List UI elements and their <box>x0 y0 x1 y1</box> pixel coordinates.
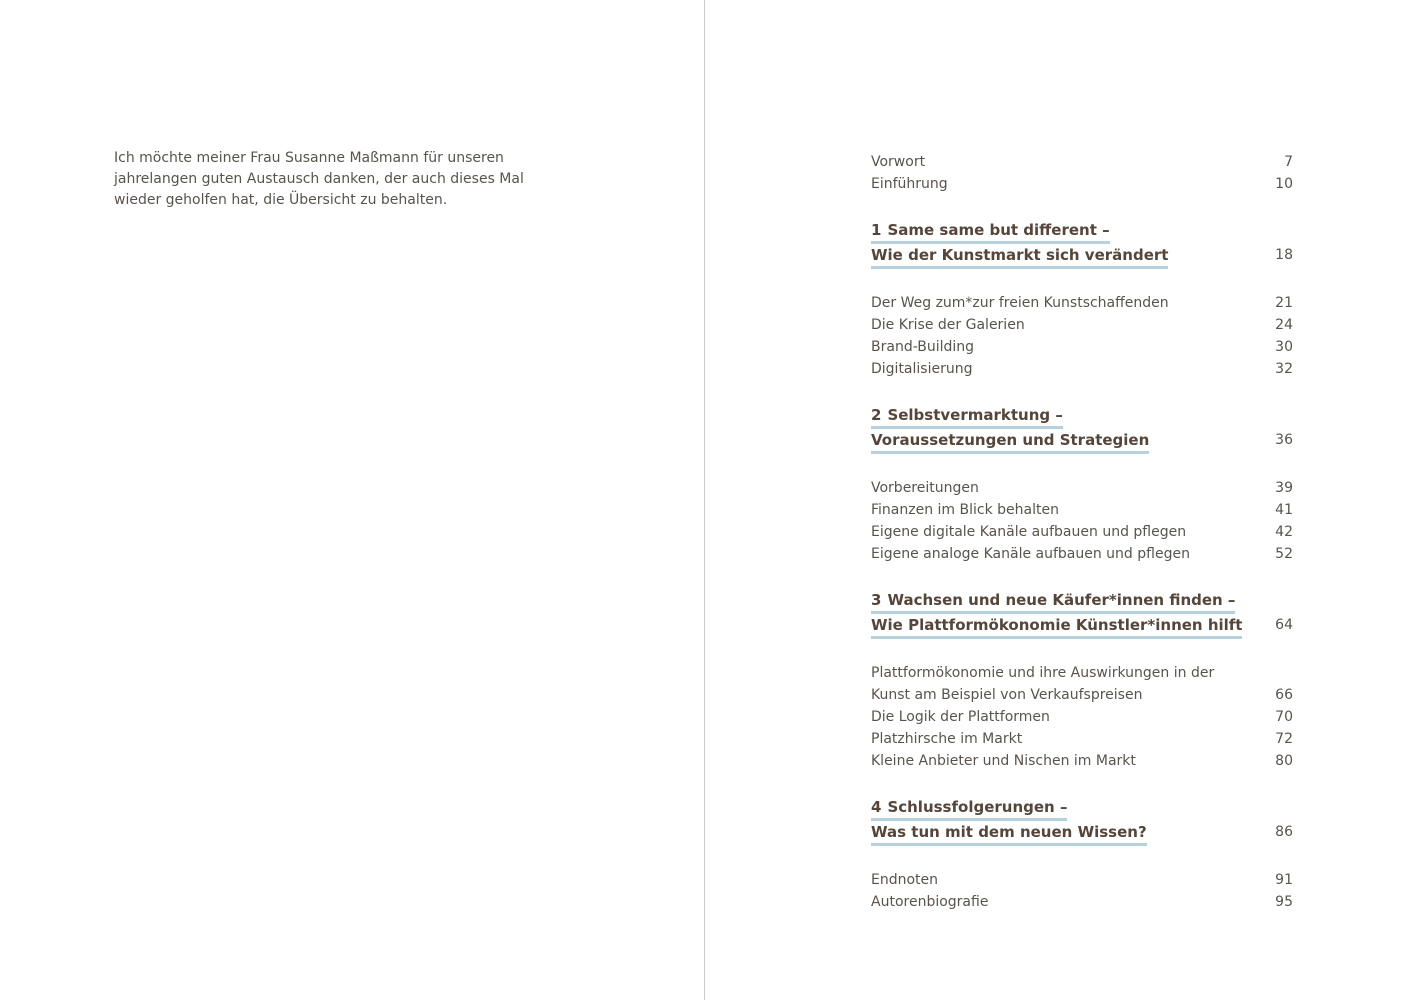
toc-entry <box>871 499 1293 521</box>
toc-chapter-3 <box>871 589 1293 639</box>
page-gutter <box>704 0 705 1000</box>
dedication-text <box>114 148 544 211</box>
toc-entry-title: Plattformökonomie und ihre Auswirkungen in der Kunst am Beispiel von Verkaufspreisen <box>871 665 1215 703</box>
toc-chapter-4 <box>871 796 1293 846</box>
toc-entry <box>871 521 1293 543</box>
chapter-title-line2: Wie der Kunstmarkt sich verändert <box>871 245 1168 269</box>
toc-entry-title: Platzhirsche im Markt <box>871 731 1023 747</box>
toc-entry <box>871 706 1293 728</box>
toc-entry-einfuehrung <box>871 173 1293 195</box>
table-of-contents <box>871 151 1293 913</box>
toc-entry-page: 7 <box>1284 154 1293 170</box>
toc-entry-page: 10 <box>1275 176 1293 192</box>
toc-entry-title: Autorenbiografie <box>871 894 989 910</box>
toc-entry-page: 80 <box>1275 753 1293 769</box>
toc-entry-page: 66 <box>1275 687 1293 703</box>
toc-entry-title: Die Logik der Plattformen <box>871 709 1050 725</box>
toc-entry-autorenbiografie <box>871 891 1293 913</box>
toc-entry-page: 42 <box>1275 524 1293 540</box>
toc-entry-page: 70 <box>1275 709 1293 725</box>
toc-entry-page: 91 <box>1275 872 1293 888</box>
chapter-page: 36 <box>1275 432 1293 448</box>
chapter-title-line2: Was tun mit dem neuen Wissen? <box>871 822 1147 846</box>
chapter-title-line1: 1 Same same but different – <box>871 220 1110 244</box>
toc-entry-page: 24 <box>1275 317 1293 333</box>
chapter-title-line2: Wie Plattformökonomie Künstler*innen hilft <box>871 615 1242 639</box>
toc-entry-title: Finanzen im Blick behalten <box>871 502 1059 518</box>
toc-entry-title: Brand-Building <box>871 339 975 355</box>
dedication-line: jahrelangen guten Austausch danken, der auch dieses Mal <box>114 171 524 187</box>
toc-entry-title: Die Krise der Galerien <box>871 317 1025 333</box>
toc-entry-page: 30 <box>1275 339 1293 355</box>
toc-entry-title: Einführung <box>871 176 948 192</box>
toc-entry-page: 39 <box>1275 480 1293 496</box>
toc-entry-page: 32 <box>1275 361 1293 377</box>
chapter-title-line1: 3 Wachsen und neue Käufer*innen finden – <box>871 590 1235 614</box>
toc-entry-page: 41 <box>1275 502 1293 518</box>
toc-entry <box>871 292 1293 314</box>
toc-chapter-1 <box>871 219 1293 269</box>
toc-chapter-2 <box>871 404 1293 454</box>
toc-entry <box>871 358 1293 380</box>
toc-entry-title: Kleine Anbieter und Nischen im Markt <box>871 753 1136 769</box>
toc-entry <box>871 750 1293 772</box>
toc-entry <box>871 477 1293 499</box>
toc-entry <box>871 543 1293 565</box>
chapter-page: 64 <box>1275 617 1293 633</box>
toc-entry-vorwort <box>871 151 1293 173</box>
toc-entry-title: Eigene digitale Kanäle aufbauen und pflegen <box>871 524 1187 540</box>
dedication-line: Ich möchte meiner Frau Susanne Maßmann für unseren <box>114 150 504 166</box>
chapter-title-line2: Voraussetzungen und Strategien <box>871 430 1149 454</box>
toc-entry-endnoten <box>871 869 1293 891</box>
toc-entry-title: Eigene analoge Kanäle aufbauen und pflegen <box>871 546 1190 562</box>
chapter-page: 86 <box>1275 824 1293 840</box>
toc-entry-title: Vorwort <box>871 154 926 170</box>
chapter-page: 18 <box>1275 247 1293 263</box>
toc-entry <box>871 336 1293 358</box>
toc-entry-page: 21 <box>1275 295 1293 311</box>
toc-entry-page: 52 <box>1275 546 1293 562</box>
toc-entry-title: Digitalisierung <box>871 361 973 377</box>
toc-entry-page: 95 <box>1275 894 1293 910</box>
dedication-line: wieder geholfen hat, die Übersicht zu behalten. <box>114 192 448 208</box>
toc-entry <box>871 728 1293 750</box>
toc-entry-title: Endnoten <box>871 872 939 888</box>
chapter-title-line1: 2 Selbstvermarktung – <box>871 405 1063 429</box>
toc-entry-title: Der Weg zum*zur freien Kunstschaffenden <box>871 295 1169 311</box>
toc-entry-page: 72 <box>1275 731 1293 747</box>
chapter-title-line1: 4 Schlussfolgerungen – <box>871 797 1067 821</box>
toc-entry <box>871 662 1293 706</box>
toc-entry-title: Vorbereitungen <box>871 480 979 496</box>
toc-entry <box>871 314 1293 336</box>
